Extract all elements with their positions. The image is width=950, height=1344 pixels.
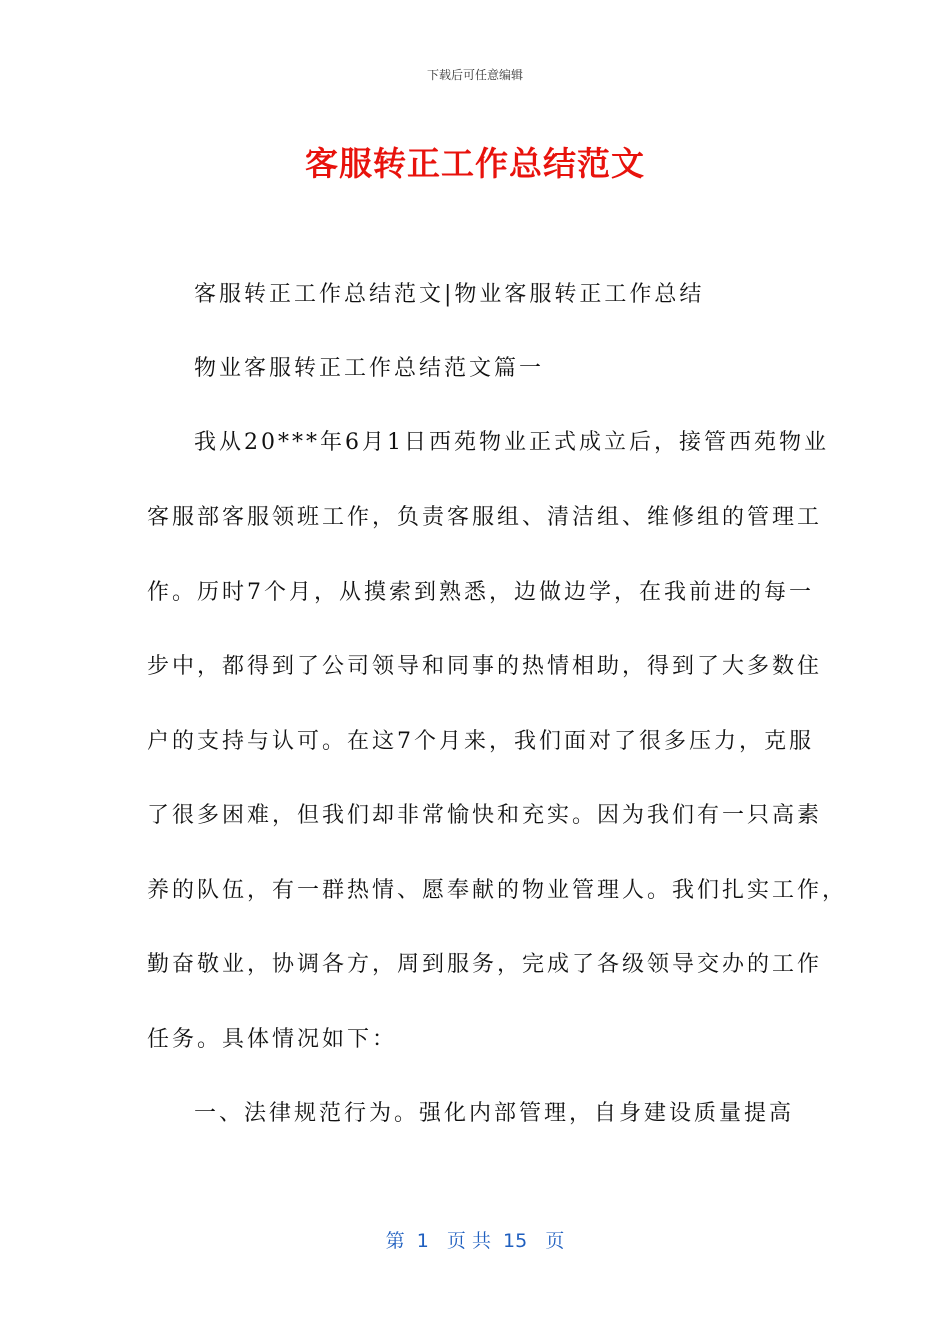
body-line: 客服部客服领班工作，负责客服组、清洁组、维修组的管理工	[147, 505, 823, 530]
body-line: 养的队伍，有一群热情、愿奉献的物业管理人。我们扎实工作，	[147, 878, 848, 903]
body-line: 作。历时7个月，从摸索到熟悉，边做边学，在我前进的每一	[147, 580, 814, 605]
header-note: 下载后可任意编辑	[426, 68, 523, 82]
body-line: 一、法律规范行为。强化内部管理，自身建设质量提高	[194, 1101, 795, 1126]
body-line: 了很多困难，但我们却非常愉快和充实。因为我们有一只高素	[147, 803, 823, 828]
body-line: 客服转正工作总结范文|物业客服转正工作总结	[194, 282, 705, 307]
body-line: 步中，都得到了公司领导和同事的热情相助，得到了大多数住	[147, 654, 823, 679]
body-line: 勤奋敬业，协调各方，周到服务，完成了各级领导交办的工作	[147, 952, 823, 977]
page-footer: 第 1 页 共 15 页	[385, 1230, 565, 1252]
body-line: 物业客服转正工作总结范文篇一	[194, 356, 545, 381]
document-title: 客服转正工作总结范文	[305, 144, 645, 183]
body-line: 户的支持与认可。在这7个月来，我们面对了很多压力，克服	[147, 729, 814, 754]
body-line: 任务。具体情况如下：	[147, 1027, 398, 1052]
body-line: 我从20***年6月1日西苑物业正式成立后，接管西苑物业	[194, 430, 829, 455]
